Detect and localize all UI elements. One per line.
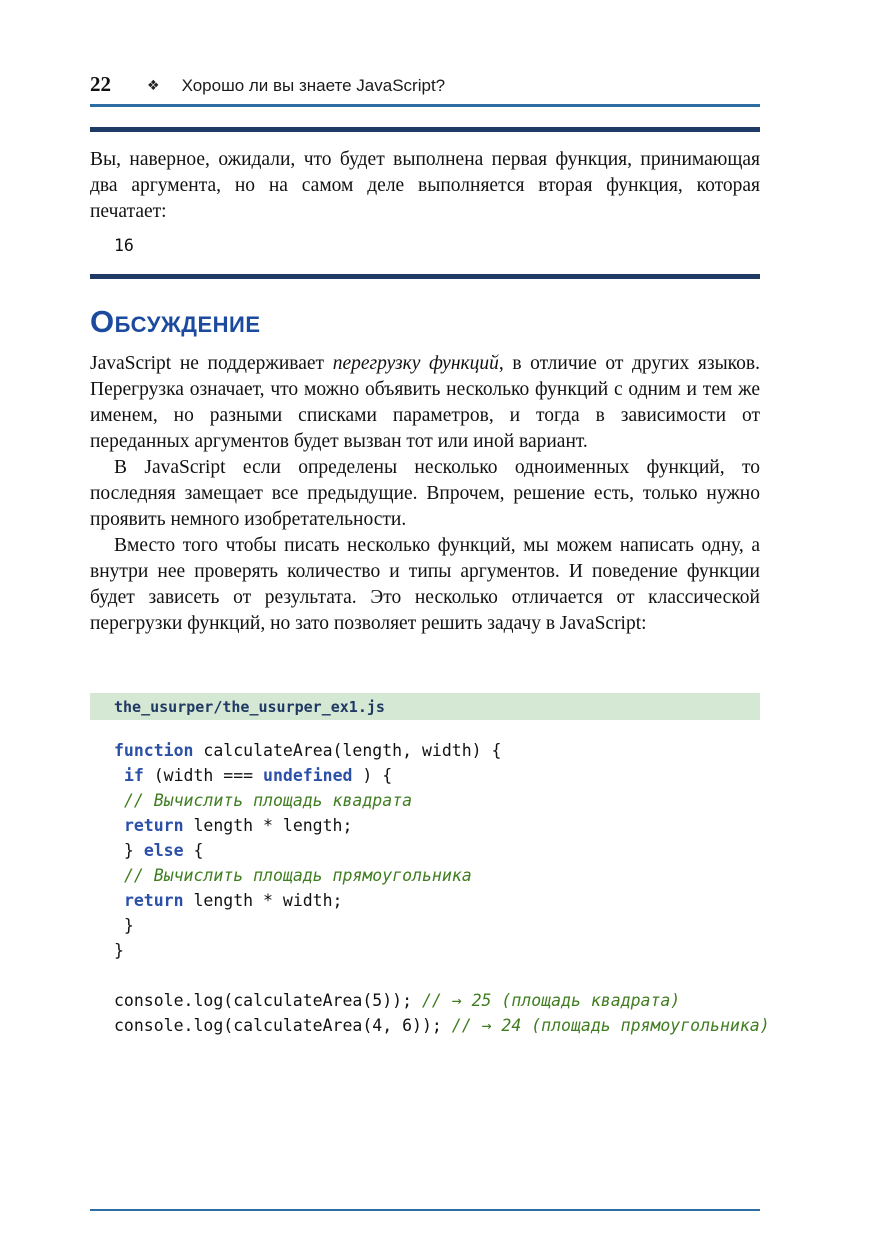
code-line	[114, 788, 760, 813]
text-segment: перегрузку функций	[332, 353, 499, 374]
code-text: }	[114, 841, 144, 860]
code-line	[114, 913, 760, 938]
page-number: 22	[90, 72, 111, 96]
code-line	[114, 863, 760, 888]
code-comment: // → 24 (площадь прямоугольника)	[451, 1016, 770, 1035]
code-text	[114, 766, 124, 785]
code-text	[114, 891, 124, 910]
code-text: }	[114, 916, 134, 935]
code-text	[114, 791, 124, 810]
code-keyword: return	[123, 816, 184, 835]
answer-paragraph: Вы, наверное, ожидали, что будет выполнена первая функция, принимающая два аргумента, но на самом деле выполняется вторая функция, которая печатает:	[90, 149, 760, 222]
discussion-paragraph-2: В JavaScript если определены несколько одноименных функций, то последняя замещает все предыдущие. Впрочем, решение есть, только нужно проявить немного изобретательности.	[90, 457, 760, 530]
footer-rule	[90, 1209, 760, 1212]
code-keyword: undefined	[263, 766, 353, 785]
section-divider-bar-bottom	[90, 274, 760, 279]
code-comment: // Вычислить площадь квадрата	[123, 791, 413, 810]
code-text: ) {	[352, 766, 393, 785]
code-text: console.log(calculateArea(4, 6));	[114, 1016, 452, 1035]
code-keyword: if	[123, 766, 144, 785]
code-text: length * width;	[183, 891, 343, 910]
code-text: (width ===	[143, 766, 264, 785]
code-keyword: return	[123, 891, 184, 910]
page-content	[90, 0, 770, 1038]
code-keyword: else	[143, 841, 184, 860]
code-text: }	[114, 941, 124, 960]
code-keyword: function	[114, 741, 194, 760]
code-text: length * length;	[183, 816, 353, 835]
code-line	[114, 838, 760, 863]
code-comment: // Вычислить площадь прямоугольника	[123, 866, 472, 885]
text-segment: , в отличие от других языков. Перегрузка означает, что можно объявить несколько функций с одним и тем же именем, но разными списками параметров, и тогда в зависимости от переданных аргументов будет вызван тот или иной вариант.	[90, 353, 760, 452]
code-text: calculateArea(length, width) {	[193, 741, 502, 760]
code-line	[114, 763, 760, 788]
section-divider-bar-top	[90, 127, 760, 132]
code-line	[114, 938, 760, 963]
code-line	[114, 988, 760, 1013]
header-rule	[90, 104, 760, 107]
code-line	[114, 1013, 770, 1038]
code-text: console.log(calculateArea(5));	[114, 991, 422, 1010]
section-heading: Обсуждение	[90, 304, 261, 339]
text-segment: JavaScript не поддерживает	[90, 353, 333, 374]
code-filename: the_usurper/the_usurper_ex1.js	[114, 697, 385, 716]
code-text	[114, 866, 124, 885]
discussion-paragraph-1	[90, 351, 760, 455]
running-head	[90, 72, 760, 97]
code-line	[114, 738, 760, 763]
code-listing	[90, 738, 770, 1038]
code-listing-header	[90, 693, 760, 720]
code-line	[114, 963, 760, 988]
discussion-paragraph-3: Вместо того чтобы писать несколько функций, мы можем написать одну, а внутри нее проверять количество и типы аргументов. И поведение функции будет зависеть от результата. Это несколько отличается от классической перегрузки функций, но зато позволяет решить задачу в JavaScript:	[90, 535, 760, 634]
code-comment: // → 25 (площадь квадрата)	[421, 991, 681, 1010]
diamond-separator-icon: ❖	[147, 78, 160, 94]
program-output: 16	[114, 236, 134, 255]
code-text	[114, 816, 124, 835]
code-line	[114, 813, 760, 838]
running-title: Хорошо ли вы знаете JavaScript?	[181, 76, 446, 95]
code-line	[114, 888, 760, 913]
code-text: {	[183, 841, 204, 860]
